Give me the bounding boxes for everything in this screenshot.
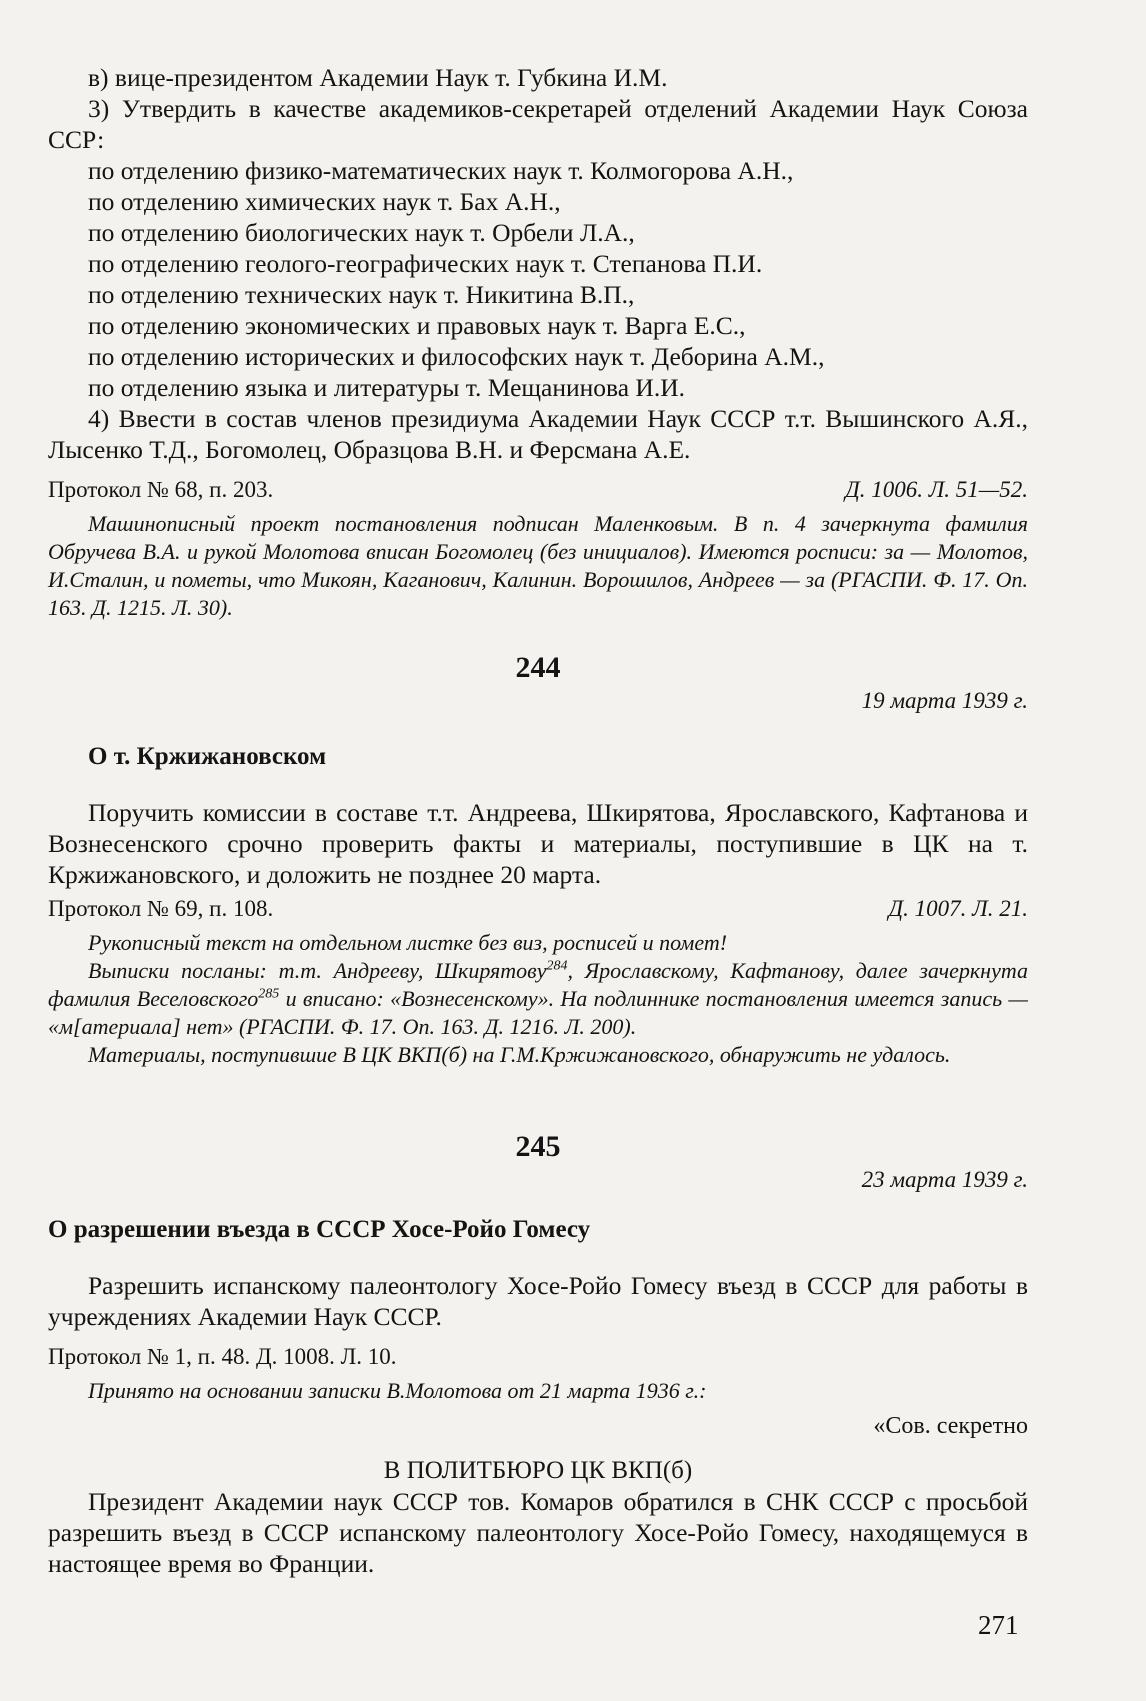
department-line: по отделению технических наук т. Никитина В.П., — [88, 280, 635, 309]
document-text: Поручить комиссии в составе т.т. Андреева, Шкирятова, Ярославского, Кафтанова и Вознесенского срочно проверить факты и материалы, поступившие в ЦК на т. Кржижановского, и доложить не позднее 20 марта. — [48, 798, 1028, 889]
protocol-line — [48, 475, 1028, 504]
note-part: Выписки посланы: т.т. Андрееву, Шкирятову — [88, 958, 547, 983]
protocol-line — [48, 894, 1028, 923]
document-number: 245 — [515, 1130, 561, 1163]
department-line: по отделению геолого-географических наук т. Степанова П.И. — [88, 249, 763, 278]
addressee: В ПОЛИТБЮРО ЦК ВКП(б) — [383, 1457, 693, 1484]
page-number: 271 — [978, 1610, 1019, 1640]
protocol-label: Протокол № 68, п. 203. — [48, 477, 274, 502]
archival-note: Машинописный проект постановления подписан Маленковым. В п. 4 зачеркнута фамилия Обручева В.А. и рукой Молотова вписан Богомолец (без инициалов). Имеются росписи: за — Молотов, И.Сталин, и пометы, что Микоян, Каганович, Калинин. Ворошилов, Андреев — за (РГАСПИ. Ф. 17. Оп. 163. Д. 1215. Л. 30). — [48, 511, 1028, 620]
note-part: и вписано: «Вознесенскому». На подлиннике постановления имеется запись — «м[атериала] нет» (РГАСПИ. Ф. 17. Оп. 163. Д. 1216. Л. 200). — [48, 986, 1028, 1039]
department-line: по отделению исторических и философских наук т. Деборина А.М., — [88, 342, 825, 371]
item-3: 3) Утвердить в качестве академиков-секретарей отделений Академии Наук Союза ССР: — [48, 94, 1028, 154]
department-line: по отделению экономических и правовых наук т. Варга Е.С., — [88, 311, 746, 340]
archival-note: Материалы, поступившие В ЦК ВКП(б) на Г.М.Кржижановского, обнаружить не удалось. — [88, 1042, 951, 1067]
item-4: 4) Ввести в состав членов президиума Академии Наук СССР т.т. Вышинского А.Я., Лысенко Т.Д., Богомолец, Образцова В.Н. и Ферсмана А.Е. — [48, 404, 1028, 464]
document-date: 23 марта 1939 г. — [861, 1167, 1028, 1192]
footnote-mark: 284 — [546, 958, 568, 974]
protocol-line — [48, 1342, 1028, 1371]
document-text: Разрешить испанскому палеонтологу Хосе-Ройо Гомесу въезд в СССР для работы в учреждениях Академии Наук СССР. — [48, 1271, 1028, 1331]
document-page — [48, 62, 1028, 1579]
protocol-label: Протокол № 1, п. 48. Д. 1008. Л. 10. — [48, 1344, 397, 1369]
department-line: по отделению физико-математических наук т. Колмогорова А.Н., — [88, 156, 794, 185]
note-part: , Ярославскому, Кафтанову, далее зачеркнута фамилия Веселовского — [48, 958, 1028, 1011]
document-title: О т. Кржижановском — [88, 743, 327, 770]
protocol-ref: Д. 1006. Л. 51—52. — [845, 477, 1028, 502]
document-title: О разрешении въезда в СССР Хосе-Ройо Гомесу — [48, 1216, 591, 1243]
footnote-mark: 285 — [258, 986, 280, 1002]
archival-note: Принято на основании записки В.Молотова от 21 марта 1936 г.: — [88, 1378, 707, 1403]
item-v-line: в) вице-президентом Академии Наук т. Губкина И.М. — [88, 63, 668, 92]
secret-stamp: «Сов. секретно — [873, 1413, 1028, 1439]
archival-note: Рукописный текст на отдельном листке без виз, росписей и помет! — [88, 930, 728, 955]
department-line: по отделению языка и литературы т. Мещанинова И.И. — [88, 373, 686, 402]
letter-text: Президент Академии наук СССР тов. Комаров обратился в СНК СССР с просьбой разрешить въезд в СССР испанскому палеонтологу Хосе-Ройо Гомесу, находящемуся в настоящее время во Франции. — [48, 1487, 1028, 1578]
archival-note — [48, 957, 1028, 1041]
department-line: по отделению химических наук т. Бах А.Н., — [88, 187, 561, 216]
document-date: 19 марта 1939 г. — [861, 688, 1028, 713]
department-line: по отделению биологических наук т. Орбели Л.А., — [88, 218, 635, 247]
document-number: 244 — [515, 651, 561, 684]
protocol-label: Протокол № 69, п. 108. — [48, 896, 274, 921]
protocol-ref: Д. 1007. Л. 21. — [888, 896, 1028, 921]
